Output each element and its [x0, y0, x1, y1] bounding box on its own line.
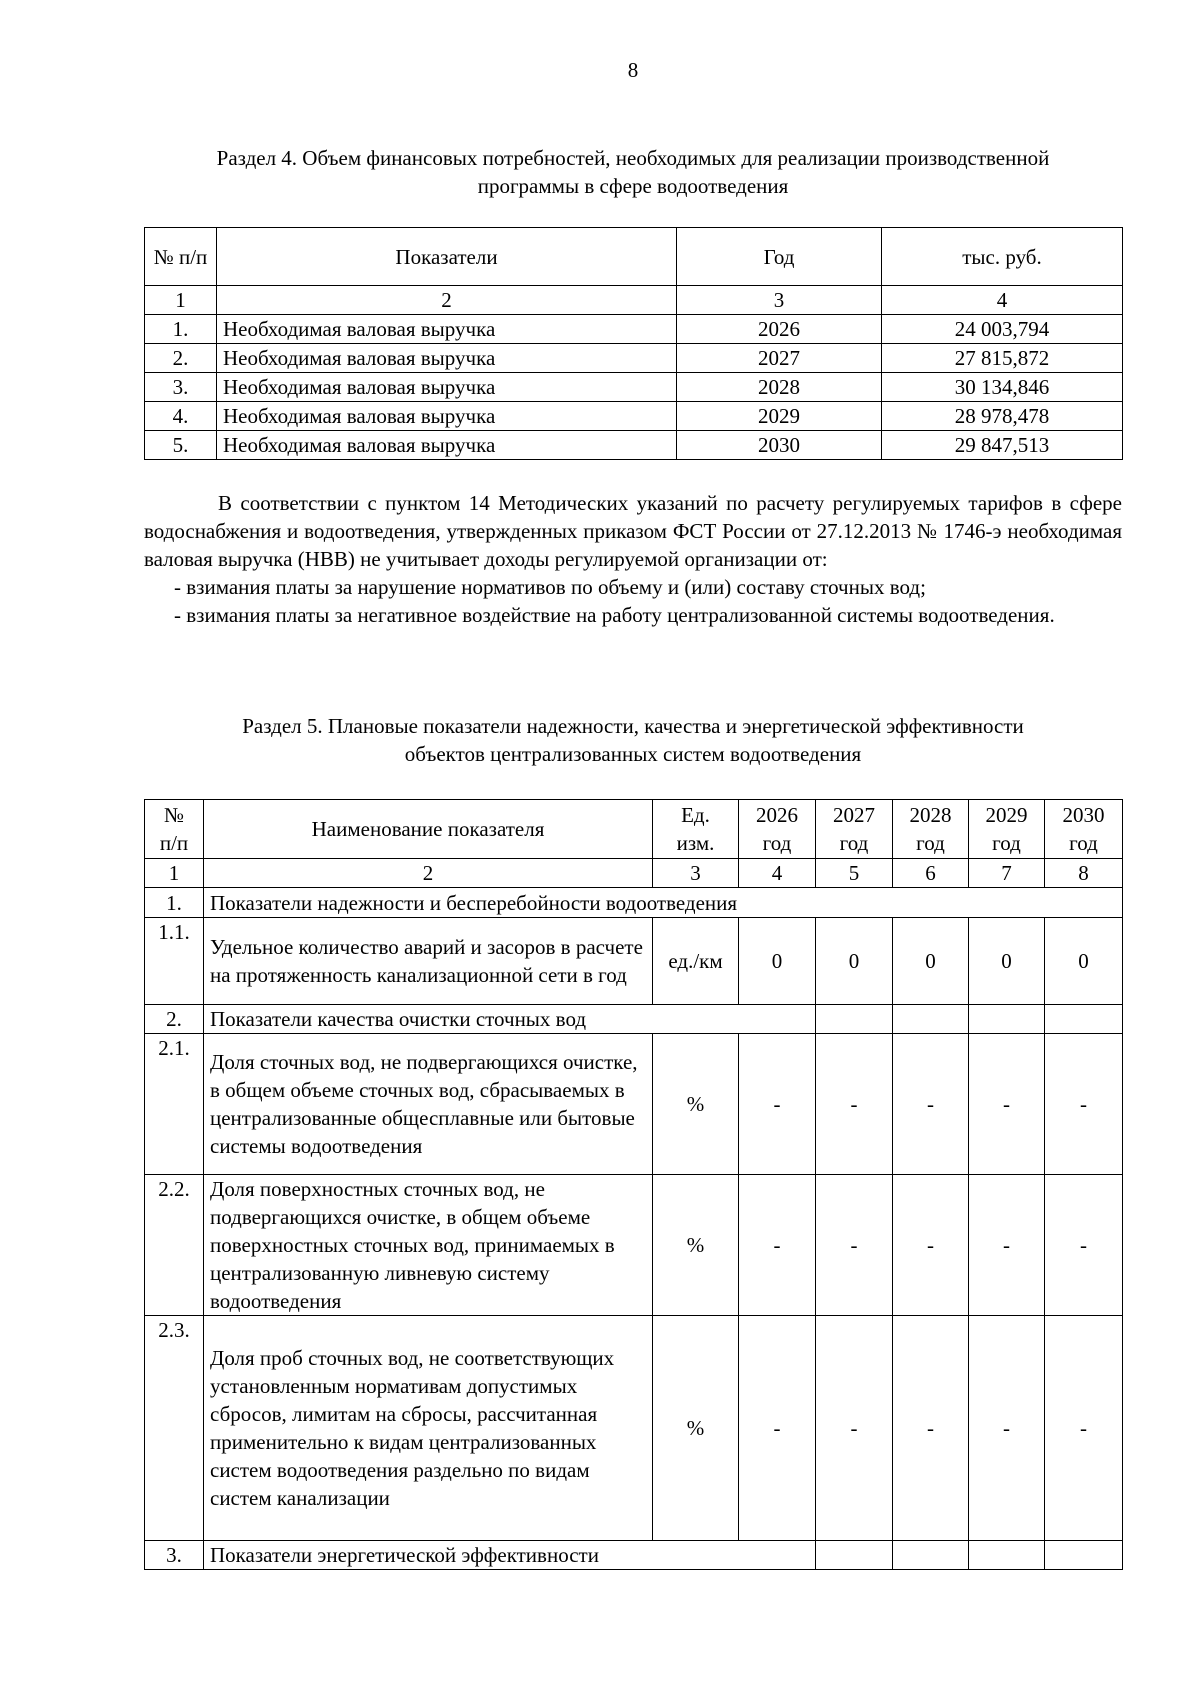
row-number: 2.2.	[145, 1175, 204, 1316]
header-year: Год	[677, 228, 882, 286]
header-num-line2: п/п	[159, 831, 189, 855]
row-value: -	[893, 1316, 969, 1541]
year-suffix: год	[916, 831, 945, 855]
col-number: 4	[739, 859, 816, 888]
row-value: 29 847,513	[882, 431, 1123, 460]
row-value: 24 003,794	[882, 315, 1123, 344]
table-row	[145, 1316, 1123, 1541]
header-year	[1045, 800, 1123, 859]
header-unit-line1: Ед.	[681, 803, 710, 827]
empty-cell	[1045, 1541, 1123, 1570]
row-number: 3.	[145, 373, 217, 402]
empty-cell	[816, 1005, 893, 1034]
col-number: 2	[204, 859, 653, 888]
header-unit-line2: изм.	[676, 831, 715, 855]
row-indicator: Доля поверхностных сточных вод, не подвергающихся очистке, в общем объеме поверхностных сточных вод, принимаемых в централизованную ливневую систему водоотведения	[204, 1175, 653, 1316]
body-paragraph	[144, 489, 1122, 629]
page-number: 8	[627, 58, 639, 82]
section4-title	[144, 144, 1122, 200]
header-num-line1: №	[163, 803, 185, 827]
row-value: -	[816, 1034, 893, 1175]
group-row-energy	[145, 1541, 1123, 1570]
table-row	[145, 315, 1123, 344]
year-label: 2026	[756, 803, 798, 827]
row-value: 0	[739, 918, 816, 1005]
header-amount: тыс. руб.	[882, 228, 1123, 286]
row-value: -	[739, 1175, 816, 1316]
row-value: -	[1045, 1175, 1123, 1316]
row-value: 0	[893, 918, 969, 1005]
row-indicator: Доля сточных вод, не подвергающихся очистке, в общем объеме сточных вод, сбрасываемых в централизованные общесплавные или бытовые системы водоотведения	[204, 1034, 653, 1175]
year-suffix: год	[839, 831, 869, 855]
row-number: 3.	[145, 1541, 204, 1570]
row-value: -	[816, 1175, 893, 1316]
table-row	[145, 1034, 1123, 1175]
row-indicator: Необходимая валовая выручка	[217, 431, 677, 460]
header-unit	[653, 800, 739, 859]
header-year	[893, 800, 969, 859]
row-number: 2.	[145, 344, 217, 373]
row-year: 2026	[677, 315, 882, 344]
row-unit: %	[653, 1175, 739, 1316]
section4-title-line2: программы в сфере водоотведения	[477, 174, 789, 198]
row-year: 2030	[677, 431, 882, 460]
table-header-row	[145, 228, 1123, 286]
col-number: 3	[677, 286, 882, 315]
financial-needs-table	[144, 227, 1123, 460]
row-value: 30 134,846	[882, 373, 1123, 402]
col-number: 7	[969, 859, 1045, 888]
table-row	[145, 344, 1123, 373]
row-number: 2.1.	[145, 1034, 204, 1175]
year-suffix: год	[1069, 831, 1098, 855]
table-header-row	[145, 800, 1123, 859]
group-title: Показатели качества очистки сточных вод	[204, 1005, 816, 1034]
row-year: 2029	[677, 402, 882, 431]
paragraph-main: В соответствии с пунктом 14 Методических указаний по расчету регулируемых тарифов в сфере водоснабжения и водоотведения, утвержденных приказом ФСТ России от 27.12.2013 № 1746-э необходимая валовая выручка (НВВ) не учитывает доходы регулируемой организации от:	[144, 491, 1122, 571]
row-indicator: Необходимая валовая выручка	[217, 344, 677, 373]
row-year: 2028	[677, 373, 882, 402]
section5-title	[144, 712, 1122, 768]
header-num	[145, 800, 204, 859]
col-number: 5	[816, 859, 893, 888]
col-number: 1	[145, 286, 217, 315]
row-value: -	[1045, 1034, 1123, 1175]
table-row	[145, 402, 1123, 431]
group-row-reliability	[145, 888, 1123, 918]
header-year	[739, 800, 816, 859]
year-label: 2027	[833, 803, 875, 827]
group-title: Показатели надежности и бесперебойности водоотведения	[204, 888, 1123, 918]
table-row	[145, 1175, 1123, 1316]
table-row	[145, 918, 1123, 1005]
row-indicator: Доля проб сточных вод, не соответствующих установленным нормативам допустимых сбросов, лимитам на сбросы, рассчитанная применительно к видам централизованных систем водоотведения раздельно по видам систем канализации	[204, 1316, 653, 1541]
row-number: 1.1.	[145, 918, 204, 1005]
column-number-row	[145, 286, 1123, 315]
paragraph-item-2: - взимания платы за негативное воздействие на работу централизованной системы водоотведения.	[174, 603, 1055, 627]
row-value: -	[969, 1034, 1045, 1175]
section4-title-line1: Раздел 4. Объем финансовых потребностей, необходимых для реализации производственной	[216, 146, 1050, 170]
row-value: -	[739, 1034, 816, 1175]
row-indicator: Необходимая валовая выручка	[217, 373, 677, 402]
row-indicator: Необходимая валовая выручка	[217, 402, 677, 431]
row-value: -	[893, 1034, 969, 1175]
col-number: 6	[893, 859, 969, 888]
row-number: 1.	[145, 888, 204, 918]
empty-cell	[893, 1541, 969, 1570]
section5-title-line1: Раздел 5. Плановые показатели надежности, качества и энергетической эффективности	[242, 714, 1024, 738]
header-num: № п/п	[145, 228, 217, 286]
row-number: 2.	[145, 1005, 204, 1034]
row-year: 2027	[677, 344, 882, 373]
empty-cell	[969, 1005, 1045, 1034]
col-number: 3	[653, 859, 739, 888]
year-label: 2029	[985, 803, 1028, 827]
empty-cell	[1045, 1005, 1123, 1034]
row-indicator: Необходимая валовая выручка	[217, 315, 677, 344]
row-value: -	[969, 1175, 1045, 1316]
section5-title-line2: объектов централизованных систем водоотведения	[404, 742, 862, 766]
indicators-table	[144, 799, 1123, 1570]
col-number: 2	[217, 286, 677, 315]
group-row-quality	[145, 1005, 1123, 1034]
row-number: 1.	[145, 315, 217, 344]
group-title: Показатели энергетической эффективности	[204, 1541, 816, 1570]
table-row	[145, 431, 1123, 460]
header-year	[816, 800, 893, 859]
row-value: -	[816, 1316, 893, 1541]
header-name: Наименование показателя	[204, 800, 653, 859]
row-value: -	[893, 1175, 969, 1316]
table-row	[145, 373, 1123, 402]
year-suffix: год	[992, 831, 1021, 855]
row-unit: %	[653, 1034, 739, 1175]
row-value: -	[739, 1316, 816, 1541]
row-indicator: Удельное количество аварий и засоров в расчете на протяженность канализационной сети в год	[204, 918, 653, 1005]
row-value: -	[1045, 1316, 1123, 1541]
year-label: 2028	[909, 803, 952, 827]
header-year	[969, 800, 1045, 859]
empty-cell	[893, 1005, 969, 1034]
row-number: 5.	[145, 431, 217, 460]
row-value: 0	[969, 918, 1045, 1005]
row-value: 27 815,872	[882, 344, 1123, 373]
paragraph-item-1: - взимания платы за нарушение нормативов по объему и (или) составу сточных вод;	[174, 575, 926, 599]
year-label: 2030	[1062, 803, 1105, 827]
row-unit: %	[653, 1316, 739, 1541]
row-value: -	[969, 1316, 1045, 1541]
row-value: 0	[816, 918, 893, 1005]
header-indicator: Показатели	[217, 228, 677, 286]
empty-cell	[969, 1541, 1045, 1570]
empty-cell	[816, 1541, 893, 1570]
col-number: 8	[1045, 859, 1123, 888]
col-number: 1	[145, 859, 204, 888]
col-number: 4	[882, 286, 1123, 315]
row-number: 2.3.	[145, 1316, 204, 1541]
year-suffix: год	[762, 831, 792, 855]
row-value: 0	[1045, 918, 1123, 1005]
row-value: 28 978,478	[882, 402, 1123, 431]
column-number-row	[145, 859, 1123, 888]
row-number: 4.	[145, 402, 217, 431]
row-unit: ед./км	[653, 918, 739, 1005]
